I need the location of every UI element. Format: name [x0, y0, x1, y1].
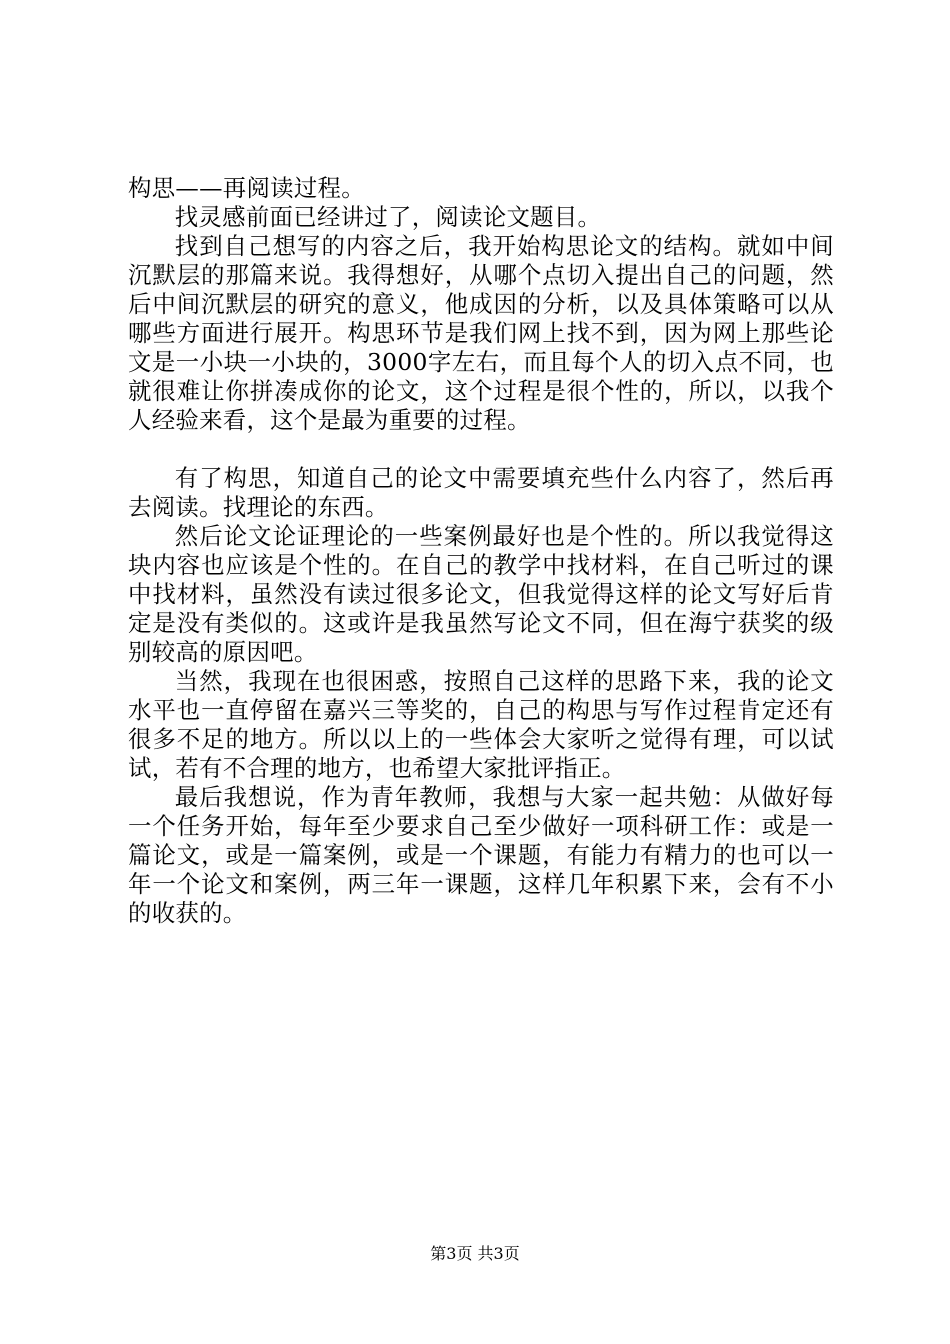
paragraph-confusion: 当然，我现在也很困惑，按照自己这样的思路下来，我的论文水平也一直停留在嘉兴三等奖的，自己的构思与写作过程肯定还有很多不足的地方。所以以上的一些体会大家听之觉得有理，可以试试，若有不合理的地方，也希望大家批评指正。 [128, 667, 834, 782]
paragraph-structure: 找到自己想写的内容之后，我开始构思论文的结构。就如中间沉默层的那篇来说。我得想好，从哪个点切入提出自己的问题，然后中间沉默层的研究的意义，他成因的分析，以及具体策略可以从哪些方面进行展开。构思环节是我们网上找不到，因为网上那些论文是一小块一小块的，3000字左右，而且每个人的切入点不同，也就很难让你拼凑成你的论文，这个过程是很个性的，所以，以我个人经验来看，这个是最为重要的过程。 [128, 232, 834, 434]
page-footer: 第3页 共3页 [430, 1244, 520, 1263]
paragraph-inspiration: 找灵感前面已经讲过了，阅读论文题目。 [174, 203, 602, 231]
paragraph-conclusion: 最后我想说，作为青年教师，我想与大家一起共勉：从做好每一个任务开始，每年至少要求自己至少做好一项科研工作：或是一篇论文，或是一篇案例，或是一个课题，有能力有精力的也可以一年一个论文和案例，两三年一课题，这样几年积累下来，会有不小的收获的。 [128, 783, 834, 927]
document-body [128, 174, 834, 928]
paragraph-reading: 有了构思，知道自己的论文中需要填充些什么内容了，然后再去阅读。找理论的东西。 [128, 464, 834, 521]
paragraph-cases: 然后论文论证理论的一些案例最好也是个性的。所以我觉得这块内容也应该是个性的。在自己的教学中找材料，在自己听过的课中找材料，虽然没有读过很多论文，但我觉得这样的论文写好后肯定是没有类似的。这或许是我虽然写论文不同，但在海宁获奖的级别较高的原因吧。 [128, 522, 834, 666]
paragraph-heading-line: 构思——再阅读过程。 [128, 174, 365, 202]
